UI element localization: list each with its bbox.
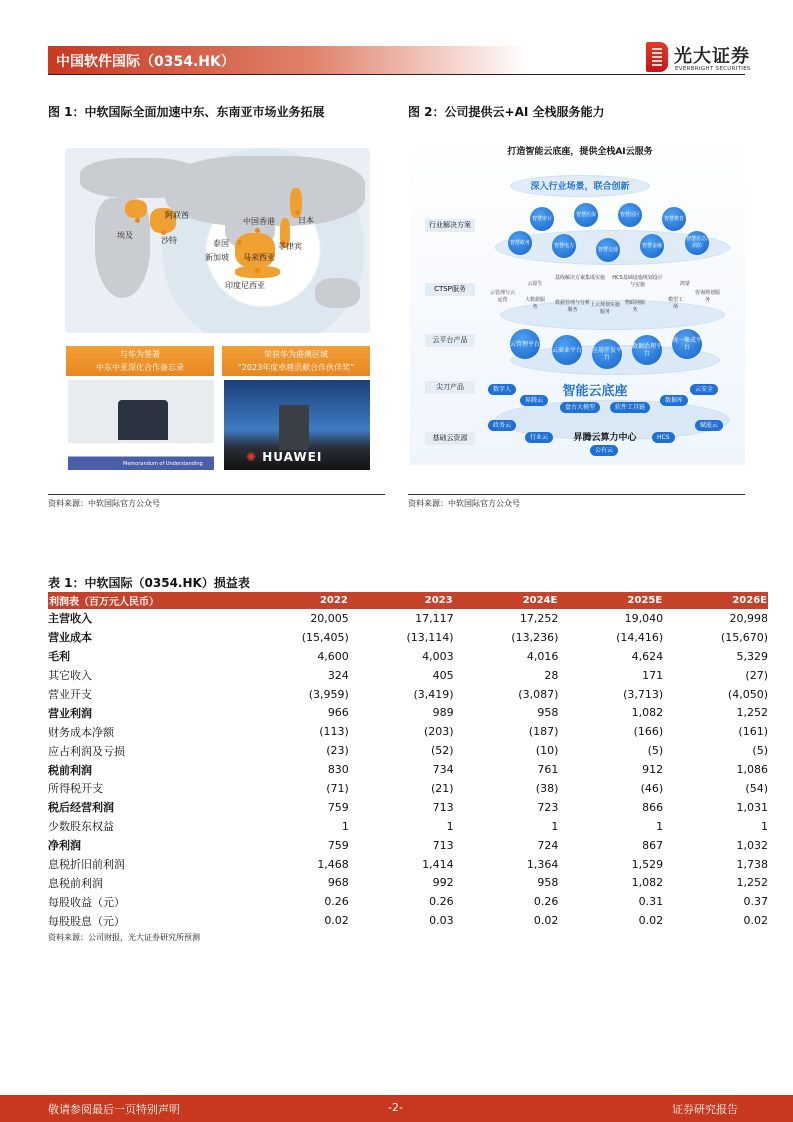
cell-value: 0.26 xyxy=(324,895,349,909)
map-label: 日本 xyxy=(298,216,314,225)
platform-circle: 应用开发平台 xyxy=(592,339,622,369)
row-label: 每股股息（元） xyxy=(48,914,125,928)
table-source: 资料来源：公司财报，光大证券研究所预测 xyxy=(48,933,200,942)
cell-value: 1 xyxy=(551,819,559,833)
column-header: 2022 xyxy=(248,592,349,609)
table-row xyxy=(48,685,768,704)
cell-value: 0.03 xyxy=(429,914,454,928)
map-label: 菲律宾 xyxy=(278,242,302,251)
logo-subtext: EVERBRIGHT SECURITIES xyxy=(675,66,751,72)
cell-value: (71) xyxy=(326,781,349,795)
cell-value: 723 xyxy=(537,800,559,814)
cell-value: 4,003 xyxy=(422,649,454,663)
cell-value: 1,529 xyxy=(631,857,664,871)
base-pill: 公有云 xyxy=(590,445,618,456)
map-label: 印度尼西亚 xyxy=(225,281,265,290)
cell-value: 1,082 xyxy=(631,876,664,890)
row-label: 少数股东权益 xyxy=(48,820,114,834)
cell-value: (38) xyxy=(535,781,559,795)
row-label: 净利润 xyxy=(48,839,81,853)
table-row xyxy=(48,628,768,647)
product-pill: 数字人 xyxy=(488,384,516,395)
cell-value: 989 xyxy=(432,706,454,720)
row-label: 税后经营利润 xyxy=(48,801,114,815)
cell-value: 992 xyxy=(432,876,454,890)
column-header: 利润表（百万元人民币） xyxy=(48,592,248,609)
cell-value: 5,329 xyxy=(736,649,768,663)
map-label: 新加坡 xyxy=(205,253,229,262)
cell-value: 0.02 xyxy=(743,914,768,928)
ctsp-item: 云管理与云运营 xyxy=(490,290,516,303)
industry-circle: 智慧应急/消防 xyxy=(685,231,709,255)
footer-disclaimer: 敬请参阅最后一页特别声明 xyxy=(48,1103,180,1116)
cell-value: 171 xyxy=(642,668,664,682)
table-row xyxy=(48,911,768,930)
cell-value: 0.26 xyxy=(429,895,454,909)
cell-value: 734 xyxy=(432,763,454,777)
cell-value: 4,624 xyxy=(631,649,664,663)
cell-value: (54) xyxy=(745,781,768,795)
industry-circle: 智慧教育 xyxy=(662,207,686,231)
row-label: 毛利 xyxy=(48,650,70,664)
logo-text: 光大证券 xyxy=(674,46,750,67)
cell-value: (161) xyxy=(738,725,768,739)
cell-value: 1,414 xyxy=(422,857,454,871)
ctsp-item: 基线解决方案集成实施 xyxy=(555,275,606,281)
table-row xyxy=(48,836,768,855)
map-label: 阿联酋 xyxy=(165,211,189,220)
ctsp-item: 鸿蒙 xyxy=(679,281,690,287)
cell-value: 0.26 xyxy=(533,895,559,909)
cell-value: 19,040 xyxy=(624,611,664,625)
cell-value: 966 xyxy=(327,706,349,720)
caption-line: 与华为签署 xyxy=(120,350,160,359)
base-pill: 赋能云 xyxy=(695,420,723,431)
table-row xyxy=(48,609,768,628)
cell-value: 0.02 xyxy=(638,914,664,928)
product-pill: 软件工具链 xyxy=(610,402,650,413)
product-pill: 昇腾云 xyxy=(520,395,548,406)
row-label: 应占利润及亏损 xyxy=(48,744,125,758)
cell-value: 1,364 xyxy=(526,857,559,871)
cell-value: 713 xyxy=(432,838,454,852)
row-label: 营业开支 xyxy=(48,688,92,701)
base-pill: 行业云 xyxy=(525,432,553,443)
table-row xyxy=(48,666,768,685)
industry-circle: 智慧园区 xyxy=(618,203,642,227)
column-header: 2025E xyxy=(558,592,663,609)
map-label: 中国香港 xyxy=(243,217,275,226)
industry-circle: 智慧政务 xyxy=(508,231,532,255)
cell-value: 761 xyxy=(537,763,559,777)
world-map xyxy=(65,148,370,333)
cell-value: 1,738 xyxy=(736,857,768,871)
cell-value: 0.31 xyxy=(638,895,664,909)
industry-circle: 智慧审计 xyxy=(530,207,554,231)
table-row xyxy=(48,722,768,741)
base-pill: 政务云 xyxy=(488,420,516,431)
cell-value: (113) xyxy=(319,725,349,739)
table-row xyxy=(48,873,768,892)
table-row xyxy=(48,741,768,760)
cell-value: (14,416) xyxy=(616,630,664,644)
cell-value: (3,419) xyxy=(413,687,454,701)
cell-value: (166) xyxy=(633,725,664,739)
layer-label: 尖刀产品 xyxy=(425,381,475,394)
diagram-banner: 深入行业场景，联合创新 xyxy=(530,182,630,192)
cell-value: (187) xyxy=(528,725,559,739)
figure-1-source: 资料来源：中软国际官方公众号 xyxy=(48,494,385,509)
ctsp-item: 物联网服务 xyxy=(625,300,646,313)
ctsp-item: 咨询规划服务 xyxy=(695,290,721,303)
cell-value: 0.37 xyxy=(743,895,768,909)
table-row xyxy=(48,779,768,798)
cell-value: 1 xyxy=(341,819,349,833)
caption-line: “2023年度卓越贡献合作伙伴奖” xyxy=(237,363,355,372)
cell-value: 4,016 xyxy=(526,649,559,663)
figure-2-source: 资料来源：中软国际官方公众号 xyxy=(408,494,745,509)
row-label: 每股收益（元） xyxy=(48,895,125,909)
income-statement-table xyxy=(48,592,768,930)
layer-label: CTSP服务 xyxy=(425,283,475,296)
cell-value: 28 xyxy=(544,668,559,682)
cell-value: 866 xyxy=(642,800,664,814)
table-row xyxy=(48,892,768,911)
cell-value: 0.02 xyxy=(324,914,349,928)
map-label: 沙特 xyxy=(161,236,177,245)
cell-value: 1,082 xyxy=(631,706,664,720)
cell-value: 724 xyxy=(537,838,559,852)
cell-value: (13,114) xyxy=(406,630,454,644)
base-pill: HCS xyxy=(652,432,675,443)
cell-value: 759 xyxy=(327,800,349,814)
map-label: 马来西亚 xyxy=(243,253,275,262)
cell-value: 958 xyxy=(537,706,559,720)
column-header: 2023 xyxy=(349,592,454,609)
table-row xyxy=(48,703,768,722)
product-pill: 数据库 xyxy=(660,395,688,406)
figure-1-title: 图 1：中软国际全面加速中东、东南亚市场业务拓展 xyxy=(48,105,325,119)
cell-value: 1,252 xyxy=(736,876,768,890)
ctsp-item: 大数据服务 xyxy=(525,297,546,310)
cell-value: 17,117 xyxy=(415,611,454,625)
cell-value: 20,998 xyxy=(729,611,768,625)
ctsp-item: HCS基础设施规划设计与实施 xyxy=(612,275,663,288)
cell-value: 1 xyxy=(761,819,768,833)
row-label: 财务成本净额 xyxy=(48,725,114,739)
diagram-headline: 打造智能云底座，提供全栈AI云服务 xyxy=(507,147,653,157)
cell-value: 0.02 xyxy=(533,914,559,928)
cell-value: (4,050) xyxy=(727,687,768,701)
cell-value: (203) xyxy=(424,725,454,739)
platform-circle: 数据治理平台 xyxy=(632,335,662,365)
product-pill: 云安全 xyxy=(690,384,718,395)
cell-value: 867 xyxy=(642,838,664,852)
cell-value: (3,713) xyxy=(623,687,664,701)
cell-value: 713 xyxy=(432,800,454,814)
cell-value: 20,005 xyxy=(310,611,349,625)
table-header-row xyxy=(48,592,768,609)
layer-label: 基础云资源 xyxy=(425,432,475,445)
huawei-text: HUAWEI xyxy=(262,450,323,464)
table-title: 表 1：中软国际（0354.HK）损益表 xyxy=(48,576,250,590)
ctsp-item: 上云规划实施服务 xyxy=(590,302,621,315)
cell-value: 1,252 xyxy=(736,706,768,720)
cell-value: 1,086 xyxy=(736,763,768,777)
cell-value: 4,600 xyxy=(317,649,349,663)
cell-value: (23) xyxy=(326,744,349,758)
cell-value: 1 xyxy=(656,819,664,833)
cell-value: (27) xyxy=(745,668,768,682)
cell-value: 968 xyxy=(327,876,349,890)
footer-report-type: 证券研究报告 xyxy=(672,1103,738,1116)
cell-value: (21) xyxy=(431,781,454,795)
header-divider xyxy=(48,74,745,75)
industry-circle: 智慧金融 xyxy=(640,234,664,258)
base-center-label: 昇腾云算力中心 xyxy=(573,433,637,443)
cell-value: (5) xyxy=(752,744,768,758)
platform-circle: 统一集成平台 xyxy=(672,329,702,359)
ctsp-item: 数据管理与分析服务 xyxy=(555,300,591,313)
platform-circle: 云管理平台 xyxy=(510,329,540,359)
photo-mou-signing xyxy=(68,380,214,470)
cell-value: 912 xyxy=(642,763,664,777)
row-label: 所得税开支 xyxy=(48,782,103,796)
caption-left xyxy=(66,346,214,376)
table-row xyxy=(48,798,768,817)
caption-line: 中东中亚深化合作备忘录 xyxy=(96,363,184,372)
cloud-ai-diagram xyxy=(410,135,745,465)
footer-bar xyxy=(0,1095,793,1122)
cell-value: 324 xyxy=(327,668,349,682)
cell-value: (3,087) xyxy=(518,687,559,701)
row-label: 税前利润 xyxy=(48,763,92,777)
caption-right xyxy=(222,346,370,376)
row-label: 营业成本 xyxy=(48,631,92,645)
row-label: 主营收入 xyxy=(48,612,92,626)
cell-value: (15,405) xyxy=(301,630,349,644)
industry-circle: 智慧电力 xyxy=(552,234,576,258)
cell-value: 1,468 xyxy=(317,857,349,871)
cell-value: (10) xyxy=(535,744,559,758)
platform-circle: 云商业平台 xyxy=(552,335,582,365)
core-label: 智能云底座 xyxy=(562,384,628,399)
cell-value: (46) xyxy=(640,781,664,795)
cell-value: (5) xyxy=(647,744,664,758)
map-label: 埃及 xyxy=(117,231,133,240)
product-pill: 盘古大模型 xyxy=(560,402,600,413)
column-header: 2024E xyxy=(454,592,559,609)
cell-value: 1,032 xyxy=(736,838,768,852)
row-label: 其它收入 xyxy=(48,669,92,683)
cell-value: 759 xyxy=(327,838,349,852)
cell-value: (15,670) xyxy=(720,630,768,644)
table-row xyxy=(48,817,768,836)
cell-value: 830 xyxy=(327,763,349,777)
row-label: 营业利润 xyxy=(48,706,92,720)
photo-caption: ✺ HUAWEI xyxy=(246,450,323,464)
industry-circle: 智慧交通 xyxy=(596,238,620,262)
column-header: 2026E xyxy=(663,592,768,609)
map-label: 泰国 xyxy=(213,239,229,248)
row-label: 息税前利润 xyxy=(48,876,103,890)
page-number: -2- xyxy=(388,1101,403,1114)
row-label: 息税折旧前利润 xyxy=(48,858,125,872)
layer-label: 行业解决方案 xyxy=(425,219,475,232)
table-row xyxy=(48,647,768,666)
cell-value: (3,959) xyxy=(308,687,349,701)
ctsp-item: 模型工场 xyxy=(668,297,684,310)
everbright-logo-icon xyxy=(646,42,668,72)
photo-caption: Memorandum of Understanding xyxy=(123,461,203,467)
cell-value: 958 xyxy=(537,876,559,890)
table-row xyxy=(48,760,768,779)
layer-label: 云平台产品 xyxy=(425,334,475,347)
table-row xyxy=(48,855,768,874)
caption-line: 荣获华为港澳区域 xyxy=(264,350,328,359)
cell-value: 405 xyxy=(432,668,454,682)
industry-circle: 智慧医保 xyxy=(574,203,598,227)
cell-value: 1 xyxy=(446,819,454,833)
cell-value: (52) xyxy=(431,744,454,758)
photo-award xyxy=(224,380,370,470)
header-title: 中国软件国际（0354.HK） xyxy=(56,54,235,70)
cell-value: 1,031 xyxy=(736,800,768,814)
figure-2-title: 图 2：公司提供云+AI 全栈服务能力 xyxy=(408,105,605,119)
cell-value: (13,236) xyxy=(511,630,559,644)
cell-value: 17,252 xyxy=(519,611,559,625)
ctsp-item: 云原生 xyxy=(527,281,543,287)
